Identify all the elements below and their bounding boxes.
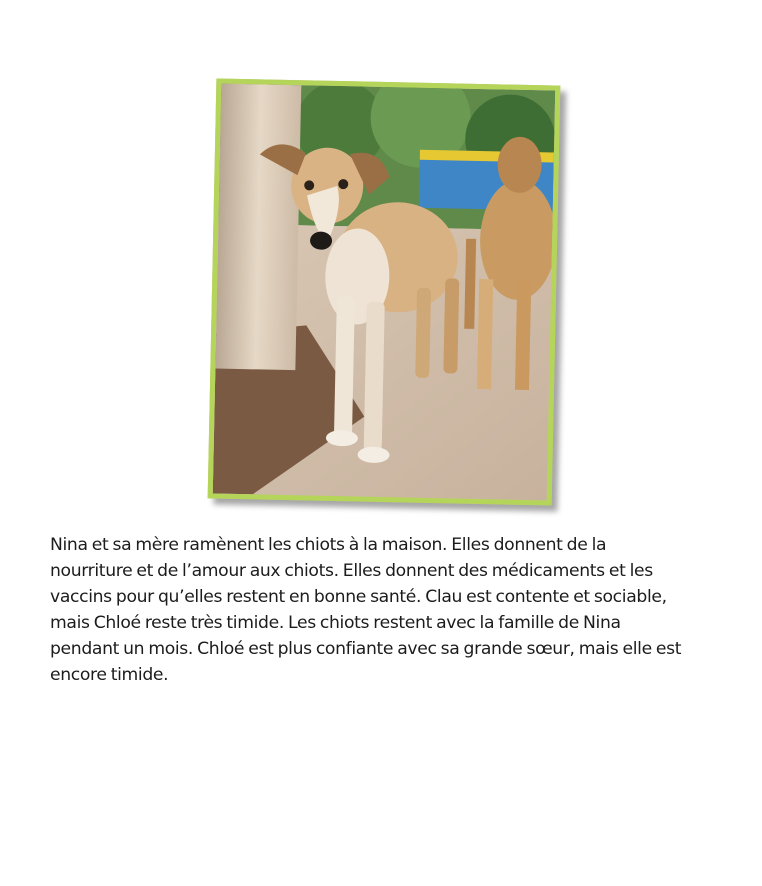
story-paragraph: Nina et sa mère ramènent les chiots à la maison. Elles donnent de la nourriture et de l’amour aux chiots. Elles donnent des médicaments et les vaccins pour qu’elles restent en bonne santé. Clau est contente et sociable, mais Chloé reste très timide. Les chiots restent avec la famille de Nina pendant un mois. Chloé est plus confiante avec sa grande sœur, mais elle est encore timide. xyxy=(50,535,682,685)
dog-photo xyxy=(208,78,561,505)
dog-photo-illustration xyxy=(213,84,556,501)
concrete-pillar xyxy=(215,84,301,371)
